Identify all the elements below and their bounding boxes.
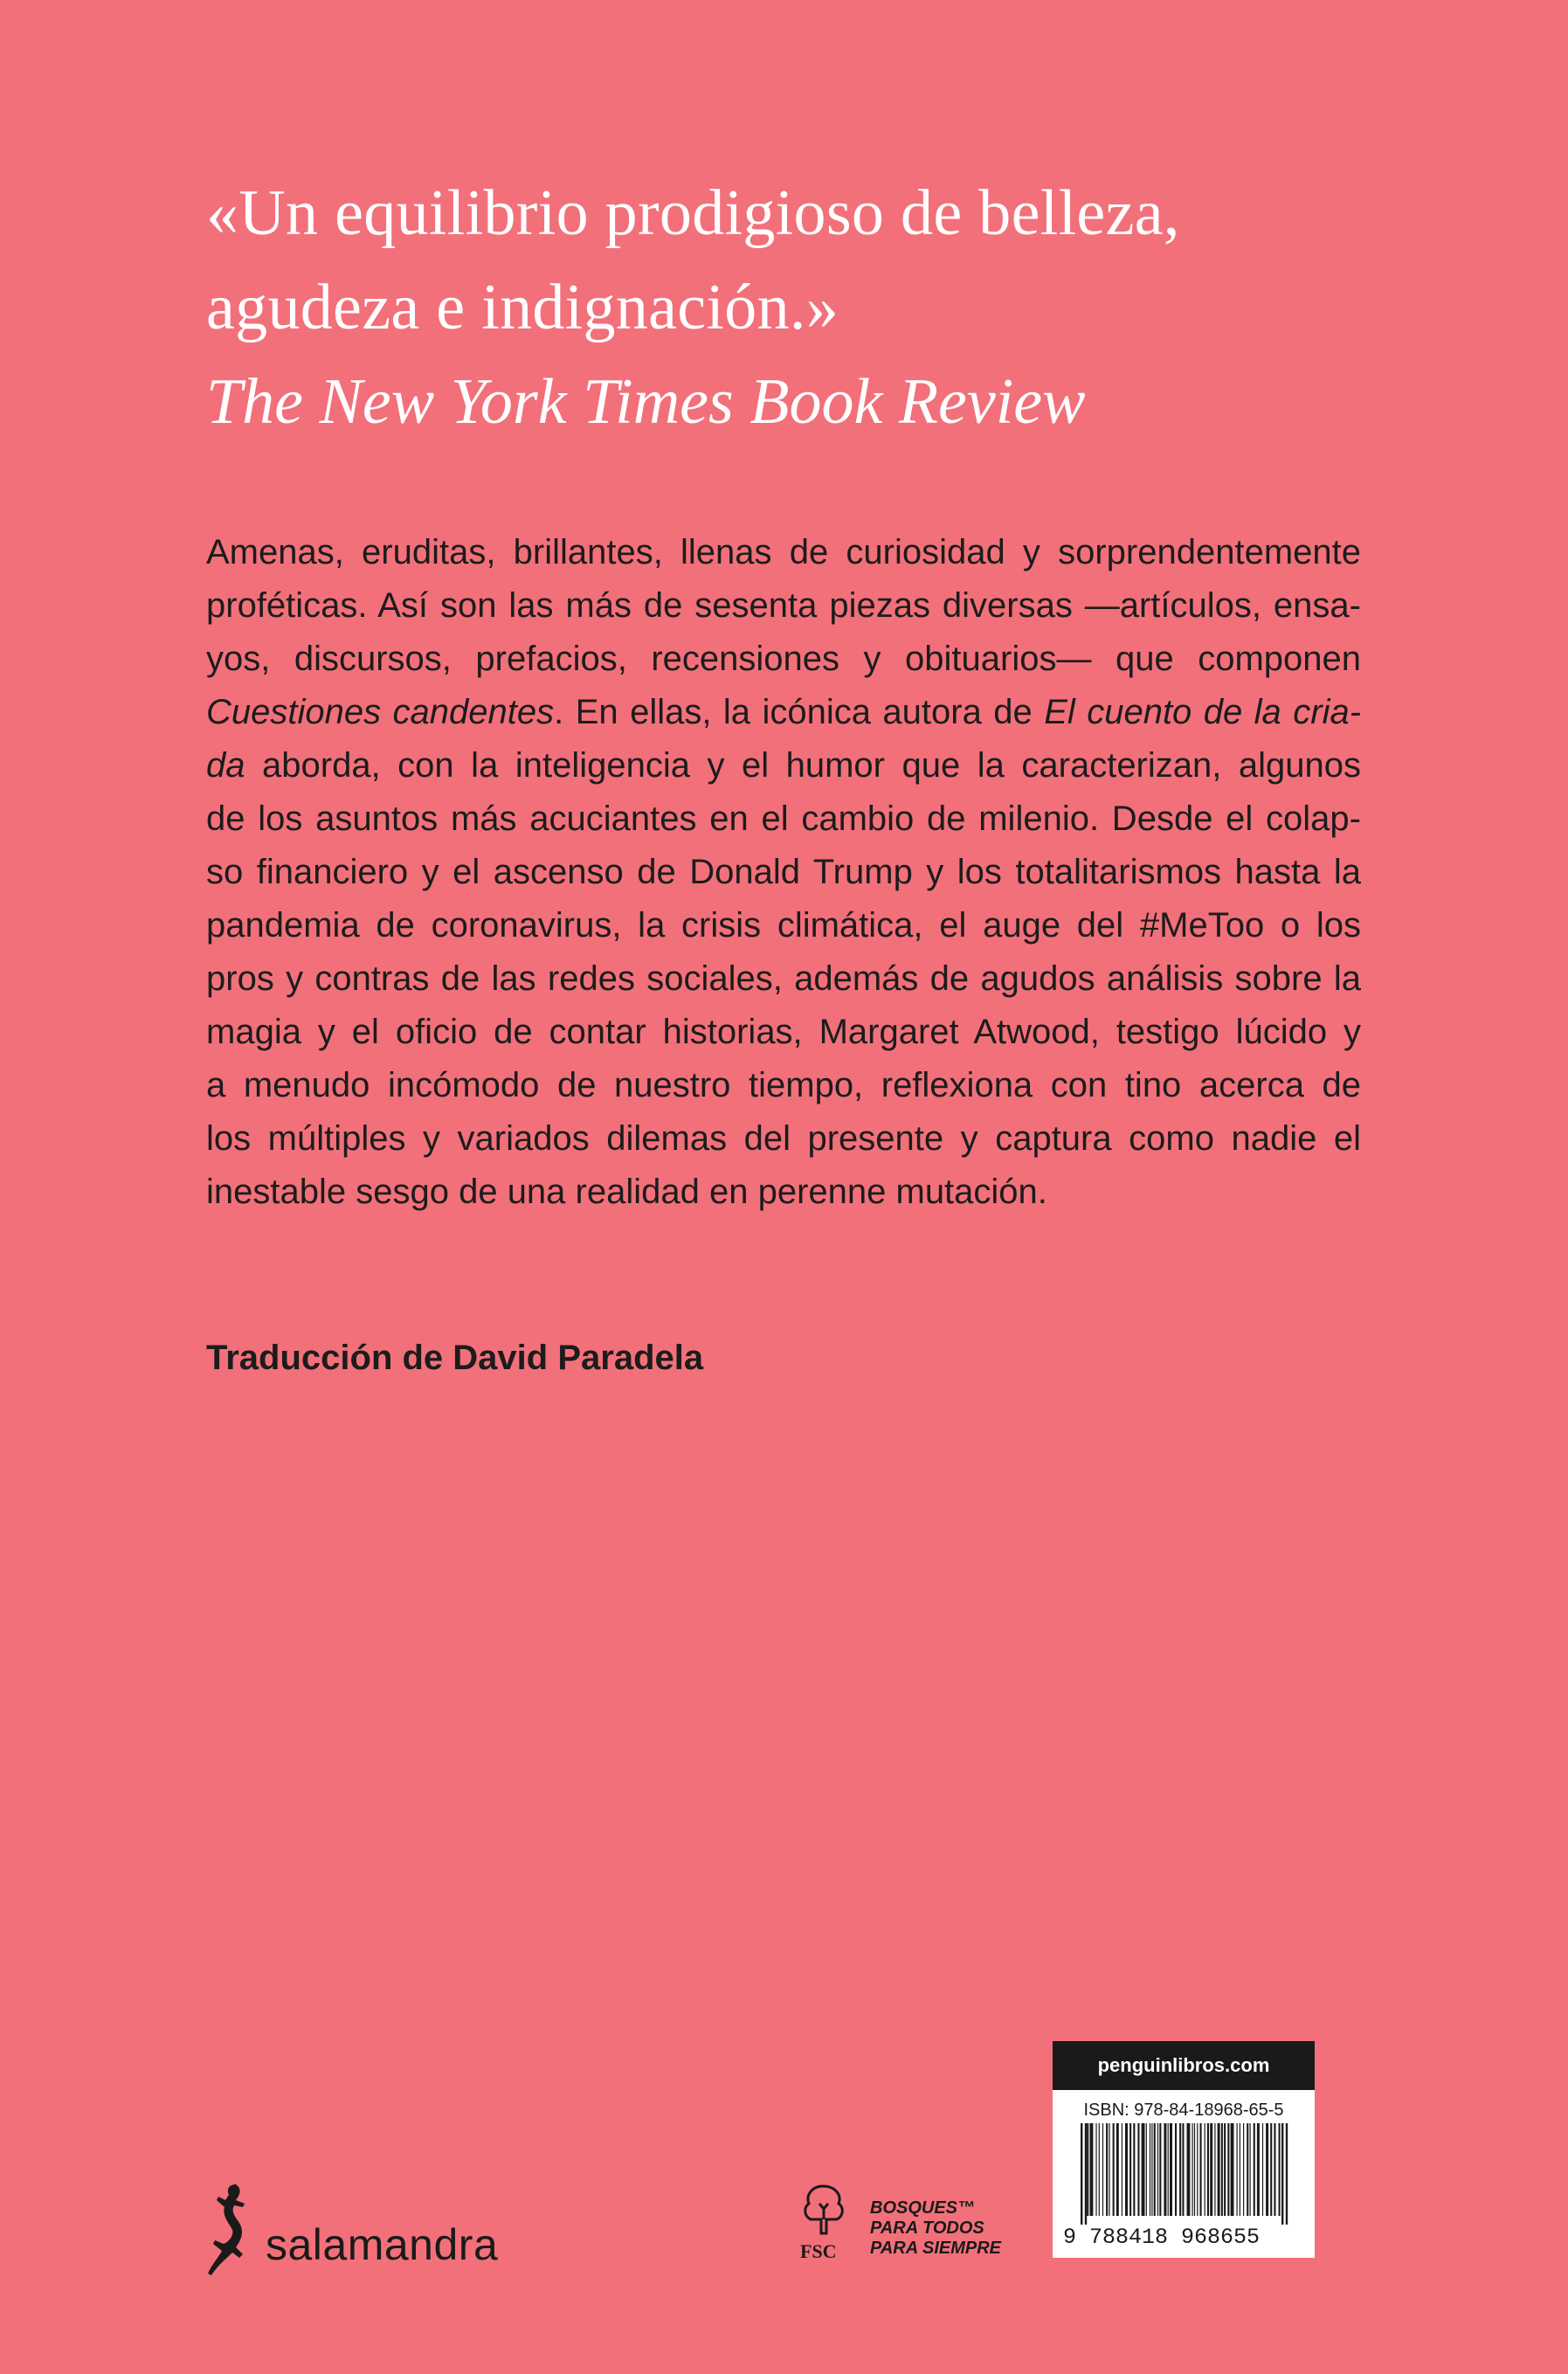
barcode-bar <box>1125 2123 1128 2216</box>
synopsis-line <box>206 846 1361 899</box>
barcode-bar <box>1266 2123 1268 2216</box>
barcode-bar <box>1257 2123 1260 2216</box>
barcode-bar <box>1159 2123 1161 2216</box>
synopsis-text-run: de los asuntos más acuciantes en el cambio de milenio. Desde el colap- <box>206 799 1361 838</box>
barcode-bar <box>1210 2123 1212 2216</box>
barcode-bar <box>1262 2123 1263 2216</box>
barcode-bar <box>1085 2123 1087 2225</box>
barcode-bar <box>1095 2123 1096 2216</box>
barcode-bar <box>1221 2123 1223 2216</box>
barcode-bar <box>1182 2123 1184 2216</box>
fsc-tree-icon <box>797 2183 867 2240</box>
barcode-bar <box>1286 2123 1288 2225</box>
barcode-bar <box>1151 2123 1152 2216</box>
translator-credit: Traducción de David Paradela <box>206 1339 704 1377</box>
barcode-bar <box>1133 2123 1135 2216</box>
barcode-bar <box>1243 2123 1244 2216</box>
barcode-bar <box>1154 2123 1156 2216</box>
barcode-bar <box>1146 2123 1147 2216</box>
barcode-bar <box>1170 2123 1172 2216</box>
synopsis-line <box>206 686 1361 739</box>
synopsis-text-run: aborda, con la inteligencia y el humor que la caracterizan, algunos <box>245 746 1361 785</box>
synopsis-line <box>206 633 1361 686</box>
synopsis-line <box>206 1112 1361 1166</box>
isbn-number: ISBN: 978-84-18968-65-5 <box>1083 2101 1284 2120</box>
review-quote <box>206 166 1447 449</box>
barcode-bar <box>1179 2123 1181 2216</box>
synopsis-line <box>206 899 1361 952</box>
barcode-bar <box>1207 2123 1209 2216</box>
barcode-bar <box>1168 2123 1169 2216</box>
barcode-bar <box>1197 2123 1198 2216</box>
synopsis-line <box>206 792 1361 846</box>
fsc-logo <box>797 2183 1024 2270</box>
barcode-bar <box>1087 2123 1088 2216</box>
barcode-bar <box>1090 2123 1094 2216</box>
barcode-bar <box>1157 2123 1158 2216</box>
fsc-slogan-line: PARA SIEMPRE <box>870 2239 1002 2258</box>
barcode-bar <box>1192 2123 1193 2216</box>
synopsis-text-run: inestable sesgo de una realidad en perenne mutación. <box>206 1173 1047 1211</box>
barcode-bar <box>1270 2123 1272 2216</box>
fsc-label: FSC <box>800 2240 837 2262</box>
barcode-bar <box>1113 2123 1115 2216</box>
salamander-icon <box>203 2181 260 2277</box>
synopsis-line <box>206 739 1361 792</box>
barcode-bar <box>1116 2123 1119 2216</box>
synopsis-line <box>206 952 1361 1006</box>
fsc-slogan <box>870 2198 1001 2259</box>
barcode-bar <box>1250 2123 1251 2216</box>
barcode-bar <box>1099 2123 1100 2216</box>
barcode-bar <box>1218 2123 1220 2216</box>
synopsis-text-run: pros y contras de las redes sociales, además de agudos análisis sobre la <box>206 959 1361 998</box>
barcode-bar <box>1137 2123 1139 2216</box>
synopsis-text <box>206 526 1361 1219</box>
synopsis-text-run: Amenas, eruditas, brillantes, llenas de curiosidad y sorprendentemente <box>206 533 1361 571</box>
barcode-bar <box>1274 2123 1275 2216</box>
fsc-slogan-line: BOSQUES™ <box>870 2198 976 2218</box>
barcode-bar <box>1142 2123 1145 2216</box>
synopsis-line <box>206 526 1361 579</box>
barcode-bar <box>1279 2123 1281 2216</box>
barcode-bar <box>1164 2123 1166 2216</box>
publisher-name: salamandra <box>266 2220 499 2269</box>
synopsis-text-run: . En ellas, la icónica autora de <box>554 693 1045 731</box>
barcode-bar <box>1175 2123 1177 2216</box>
barcode-bar <box>1214 2123 1215 2216</box>
synopsis-text-run: proféticas. Así son las más de sesenta piezas diversas —artículos, ensa- <box>206 586 1361 625</box>
barcode-bar <box>1254 2123 1255 2216</box>
synopsis-text-run: a menudo incómodo de nuestro tiempo, reflexiona con tino acerca de <box>206 1066 1361 1104</box>
book-title-italic: da <box>206 746 245 785</box>
barcode-bar <box>1187 2123 1191 2216</box>
quote-line-1: «Un equilibrio prodigioso de belleza, <box>206 177 1180 249</box>
synopsis-line <box>206 1059 1361 1112</box>
barcode-digits: 9 788418 968655 <box>1063 2225 1261 2250</box>
synopsis-text-run: pandemia de coronavirus, la crisis climática, el auge del #MeToo o los <box>206 906 1361 945</box>
synopsis-text-run: so financiero y el ascenso de Donald Trump y los totalitarismos hasta la <box>206 853 1361 891</box>
barcode-bar <box>1224 2123 1226 2216</box>
book-title-italic: Cuestiones candentes <box>206 693 555 731</box>
barcode-bar <box>1081 2123 1082 2225</box>
fsc-slogan-line: PARA TODOS <box>870 2218 984 2238</box>
barcode-bar <box>1194 2123 1195 2216</box>
barcode-bar <box>1106 2123 1108 2216</box>
synopsis-text-run: los múltiples y variados dilemas del presente y captura como nadie el <box>206 1119 1361 1158</box>
synopsis-text-run: magia y el oficio de contar historias, Margaret Atwood, testigo lúcido y <box>206 1013 1361 1051</box>
synopsis-line <box>206 579 1361 633</box>
publisher-logo <box>203 2181 517 2277</box>
barcode-bar <box>1247 2123 1248 2216</box>
barcode-bar <box>1231 2123 1234 2216</box>
quote-source: The New York Times Book Review <box>206 366 1086 438</box>
quote-line-2: agudeza e indignación.» <box>206 272 839 343</box>
synopsis-line <box>206 1166 1361 1219</box>
barcode-bar <box>1200 2123 1202 2216</box>
barcode-bar <box>1102 2123 1103 2216</box>
website-label: penguinlibros.com <box>1053 2041 1315 2090</box>
barcode-image <box>1053 2123 1315 2225</box>
barcode-bar <box>1237 2123 1238 2216</box>
synopsis-line <box>206 1006 1361 1059</box>
barcode-bar <box>1129 2123 1131 2216</box>
barcode-bar <box>1281 2123 1283 2225</box>
synopsis-text-run: yos, discursos, prefacios, recensiones y obituarios— que componen <box>206 640 1361 678</box>
book-title-italic: El cuento de la cria- <box>1044 693 1362 731</box>
barcode-bar <box>1227 2123 1229 2216</box>
barcode-panel <box>1053 2041 1315 2258</box>
